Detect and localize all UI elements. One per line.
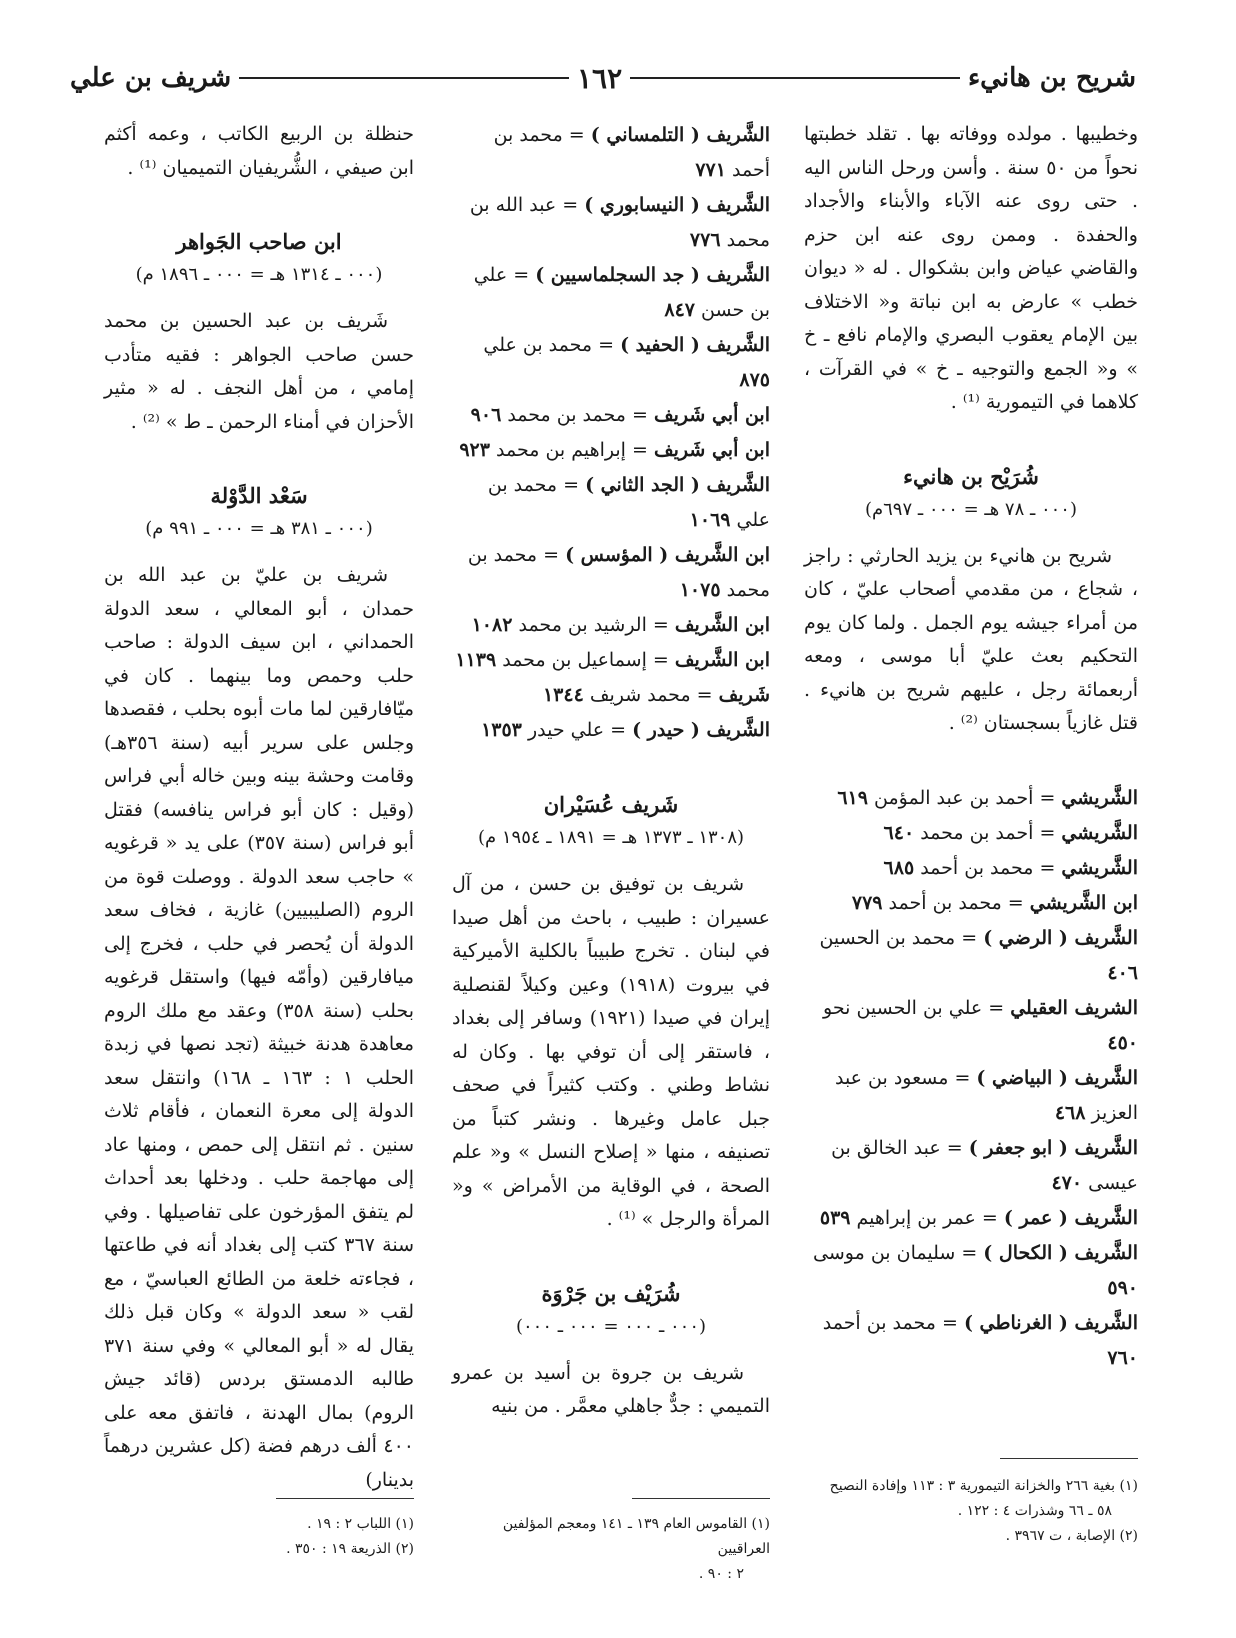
header-rule-left: [239, 77, 569, 79]
xref-item: ابن أبي شَريف = محمد بن محمد ٩٠٦: [470, 404, 770, 426]
column-right: [804, 118, 1138, 1483]
cross-reference-list-middle: [452, 118, 770, 748]
header-right-title: شريح بن هانيء: [967, 63, 1136, 93]
xref-item: الشريف العقيلي = علي بن الحسين نحو ٤٥٠: [823, 996, 1138, 1054]
xref-item: الشَّريف ( ابو جعفر ) = عبد الخالق بن عيسى ٤٧٠: [831, 1136, 1138, 1194]
entry-title-usayran: شَريف عُسَيْران: [543, 792, 679, 817]
xref-item: الشَّريشي = أحمد بن عبد المؤمن ٦١٩: [837, 786, 1138, 809]
running-header: [70, 58, 1136, 98]
xref-item: الشَّريف ( الغرناطي ) = محمد بن أحمد ٧٦٠: [822, 1311, 1138, 1369]
footnote-line: (١) بغية ٢٦٦ والخزانة التيمورية ٣ : ١١٣ وإفادة النصيح: [829, 1478, 1138, 1494]
xref-item: ابن الشَّريشي = محمد بن أحمد ٧٧٩: [851, 891, 1138, 914]
entry-title-jarwa: شُرَيْف بن جَرْوَة: [541, 1280, 681, 1306]
footnote-line: (١) اللباب ٢ : ١٩ .: [307, 1516, 414, 1532]
footnotes-middle: [452, 1512, 770, 1587]
footnotes-right: [804, 1474, 1138, 1549]
page-number: ١٦٢: [577, 61, 623, 95]
xref-item: الشَّريف ( عمر ) = عمر بن إبراهيم ٥٣٩: [819, 1206, 1138, 1229]
entry-dates-jarwa: (٠٠٠ ـ ٠٠٠ = ٠٠٠ ـ ٠٠٠): [515, 1315, 707, 1337]
footnote-rule-right: [1000, 1458, 1138, 1459]
continued-entry-text-left: حنظلة بن الربيع الكاتب ، وعمه أكثم ابن صيفي ، الشُّريفيان التميميان ⁽¹⁾ .: [104, 123, 414, 179]
xref-item: ابن الشَّريف ( المؤسس ) = محمد بن محمد ١٠٧٥: [467, 544, 770, 601]
column-middle: [452, 118, 770, 1483]
header-rule-right: [630, 77, 960, 79]
footnote-rule-middle: [632, 1498, 770, 1499]
entry-text-usayran: شريف بن توفيق بن حسن ، من آل عسيران : طبيب ، باحث من أهل صيدا في لبنان . تخرج طبيباً بالكلية الأميركية في بيروت (١٩١٨) وعين وكيلاً لقنصلية إيران في صيدا (١٩٢١) وسافر إلى بغداد ، فاستقر إلى أن توفي بها . وكان له نشاط وطني . وكتب كثيراً في صحف جبل عامل وغيرها . ونشر كتباً من تصنيفه ، منها « إصلاح النسل » و« علم الصحة ، في الوقاية من الأمراض » و« المرأة والرجل » ⁽¹⁾ .: [452, 873, 770, 1230]
xref-item: الشَّريف ( التلمساني ) = محمد بن أحمد ٧٧١: [493, 124, 770, 181]
continued-entry-text: وخطيبها . مولده ووفاته بها . تقلد خطبتها نحواً من ٥٠ سنة . وأسن ورحل الناس اليه . حتى روى عنه الآباء والأبناء والأجداد والحفدة . وممن روى عنه ابن حزم والقاضي عياض وابن بشكوال . له « ديوان خطب » عارض به ابن نباتة و« الاختلاف بين الإمام يعقوب البصري والإمام نافع ـ خ » و« الجمع والتوجيه ـ خ » في القرآت ، كلاهما في التيمورية ⁽¹⁾ .: [804, 123, 1138, 413]
footnotes-left: [104, 1512, 414, 1562]
footnote-line: (٢) الذريعة ١٩ : ٣٥٠ .: [286, 1541, 414, 1557]
column-left: [104, 118, 414, 1491]
entry-dates-jawahir: (٠٠٠ ـ ١٣١٤ هـ = ٠٠٠ ـ ١٨٩٦ م): [135, 264, 383, 285]
entry-text-saad-aldawla: شريف بن عليّ بن عبد الله بن حمدان ، أبو المعالي ، سعد الدولة الحمداني ، ابن سيف الدولة : صاحب حلب وحمص وما بينهما . كان في ميّافارقين لما مات أبوه بحلب ، فقصدها وجلس على سرير أبيه (سنة ٣٥٦هـ) وقامت وحشة بينه وبين خاله أبي فراس (وقيل : كان أبو فراس ينافسه) فقتل أبو فراس (سنة ٣٥٧) على يد « قرغويه » حاجب سعد الدولة . ووصلت قوة من الروم (الصليبيين) غازية ، فخاف سعد الدولة أن يُحصر في حلب ، فخرج إلى ميافارقين (وأمّه فيها) واستقل قرغويه بحلب (سنة ٣٥٨) وعقد مع ملك الروم معاهدة هدنة خبيثة (تجد نصها في زبدة الحلب ١ : ١٦٣ ـ ١٦٨) وانتقل سعد الدولة إلى معرة النعمان ، فأقام ثلاث سنين . ثم انتقل إلى حمص ، ومنها عاد إلى مهاجمة حلب . ودخلها بعد أحداث لم يتفق المؤرخون على تفاصيلها . وفي سنة ٣٦٧ كتب إلى بغداد أنه في طاعتها ، فجاءته خلعة من الطائع العباسيّ ، مع لقب « سعد الدولة » وكان قبل ذلك يقال له « أبو المعالي » وفي سنة ٣٧١ طالبه الدمستق بردس (قائد جيش الروم) بمال الهدنة ، فاتفق معه على ٤٠٠ ألف درهم فضة (كل عشرين درهماً بدينار): [104, 564, 414, 1491]
xref-item: ابن أبي شَريف = إبراهيم بن محمد ٩٢٣: [459, 439, 770, 461]
entry-text-jawahir: شَريف بن عبد الحسين بن محمد حسن صاحب الجواهر : فقيه متأدب إمامي ، من أهل النجف . له « مثير الأحزان في أمناء الرحمن ـ ط » ⁽²⁾ .: [104, 310, 414, 433]
xref-item: الشَّريف ( الحفيد ) = محمد بن علي ٨٧٥: [483, 334, 770, 391]
footnote-line: (٢) الإصابة ، ت ٣٩٦٧ .: [1005, 1528, 1138, 1544]
entry-title-shurayh: شُرَيْح بن هانيء: [903, 463, 1039, 489]
xref-item: الشَّريف ( جد السجلماسيين ) = علي بن حسن ٨٤٧: [473, 264, 770, 321]
xref-item: الشَّريشي = أحمد بن محمد ٦٤٠: [883, 821, 1138, 844]
xref-item: شَريف = محمد شريف ١٣٤٤: [542, 684, 770, 706]
entry-title-saad-aldawla: سَعْد الدَّوْلة: [210, 483, 308, 508]
xref-item: ابن الشَّريف = إسماعيل بن محمد ١١٣٩: [455, 649, 770, 671]
xref-item: الشَّريشي = محمد بن أحمد ٦٨٥: [883, 856, 1138, 879]
footnote-line: (١) القاموس العام ١٣٩ ـ ١٤١ ومعجم المؤلفين العراقيين: [502, 1516, 770, 1557]
xref-item: الشَّريف ( الرضي ) = محمد بن الحسين ٤٠٦: [819, 926, 1138, 984]
xref-item: الشَّريف ( الكحال ) = سليمان بن موسى ٥٩٠: [813, 1241, 1138, 1299]
entry-title-jawahir: ابن صاحب الجَواهر: [176, 229, 342, 254]
footnote-line: ٥٨ ـ ٦٦ وشذرات ٤ : ١٢٢ .: [957, 1503, 1112, 1519]
footnote-rule-left: [276, 1498, 414, 1499]
xref-item: الشَّريف ( الجد الثاني ) = محمد بن علي ١٠٦٩: [487, 474, 770, 531]
cross-reference-list-right: [804, 781, 1138, 1376]
entry-text-shurayh: شريح بن هانيء بن يزيد الحارثي : راجز ، شجاع ، من مقدمي أصحاب عليّ ، كان من أمراء جيشه يوم الجمل . ولما كان يوم التحكيم بعث عليّ أبا موسى ، ومعه أربعمائة رجل ، عليهم شريح بن هانيء . قتل غازياً بسجستان ⁽²⁾ .: [804, 544, 1138, 734]
entry-dates-saad-aldawla: (٠٠٠ ـ ٣٨١ هـ = ٠٠٠ ـ ٩٩١ م): [145, 518, 373, 539]
entry-text-jarwa: شريف بن جروة بن أسيد بن عمرو التميمي : جدٌّ جاهلي معمَّر . من بنيه: [452, 1361, 770, 1417]
footnote-line: ٢ : ٩٠ .: [698, 1566, 744, 1582]
xref-item: الشَّريف ( النيسابوري ) = عبد الله بن محمد ٧٧٦: [469, 194, 770, 251]
xref-item: ابن الشَّريف = الرشيد بن محمد ١٠٨٢: [471, 614, 770, 636]
entry-dates-shurayh: (٠٠٠ ـ ٧٨ هـ = ٠٠٠ ـ ٦٩٧م): [864, 498, 1078, 520]
header-left-title: شريف بن علي: [70, 63, 232, 93]
xref-item: الشَّريف ( البياضي ) = مسعود بن عبد العزيز ٤٦٨: [834, 1066, 1138, 1124]
entry-dates-usayran: (١٣٠٨ ـ ١٣٧٣ هـ = ١٨٩١ ـ ١٩٥٤ م): [477, 827, 745, 848]
xref-item: الشَّريف ( حيدر ) = علي حيدر ١٣٥٣: [481, 719, 770, 741]
